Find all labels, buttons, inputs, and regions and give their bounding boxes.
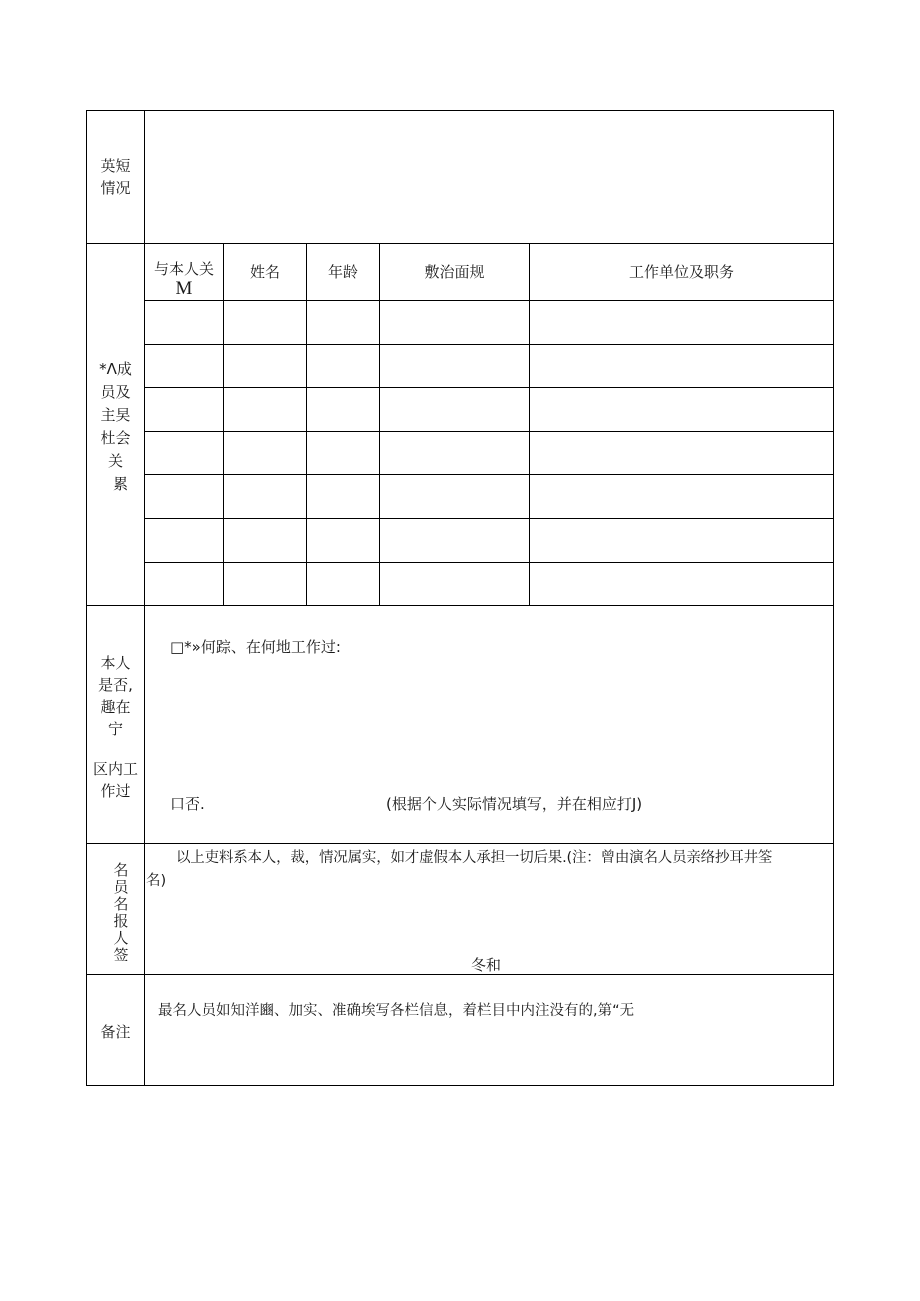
work-area-note: (根据个人实际情况填写，并在相应打J)	[386, 795, 643, 813]
work-area-label-b: 区内工 作过	[92, 760, 138, 800]
family-cell-name[interactable]	[224, 475, 306, 518]
table-right-border	[833, 110, 834, 1086]
family-cell-relation[interactable]	[145, 519, 223, 562]
family-cell-work[interactable]	[530, 388, 833, 431]
family-cell-work[interactable]	[530, 563, 833, 605]
work-area-detail-field[interactable]	[165, 665, 815, 780]
family-cell-relation[interactable]	[145, 388, 223, 431]
resume-content-field[interactable]	[145, 111, 833, 243]
family-cell-political[interactable]	[380, 519, 529, 562]
signature-statement-line1: 以上吏料系本人，裁，情况属实，如才虚假本人承担一切后果.(注：曾由演名人员亲络抄耳井筌	[176, 850, 773, 866]
family-cell-age[interactable]	[307, 563, 379, 605]
table-bottom-border	[86, 1085, 834, 1086]
family-cell-political[interactable]	[380, 388, 529, 431]
header-relation: 与本人关 M	[153, 260, 214, 299]
resume-label: 英短 情况	[100, 157, 131, 197]
family-cell-age[interactable]	[307, 475, 379, 518]
family-cell-age[interactable]	[307, 301, 379, 344]
family-cell-work[interactable]	[530, 432, 833, 474]
table-left-border	[86, 110, 87, 1086]
family-cell-political[interactable]	[380, 475, 529, 518]
family-cell-work[interactable]	[530, 519, 833, 562]
header-work: 工作单位及职务	[628, 263, 734, 281]
section-divider-work-area	[86, 843, 834, 844]
family-cell-work[interactable]	[530, 301, 833, 344]
family-cell-relation[interactable]	[145, 345, 223, 387]
section-divider-signature	[86, 974, 834, 975]
family-cell-relation[interactable]	[145, 301, 223, 344]
family-cell-age[interactable]	[307, 432, 379, 474]
option-yes-checkbox[interactable]: □*»何踪、在何地工作过:	[170, 638, 341, 656]
family-cell-name[interactable]	[224, 519, 306, 562]
family-label: *Λ成 员及 主旲 杜会 关 累	[99, 360, 132, 493]
header-age: 年龄	[327, 263, 358, 281]
family-cell-relation[interactable]	[145, 475, 223, 518]
family-cell-relation[interactable]	[145, 432, 223, 474]
signature-statement-line2: 名)	[146, 873, 167, 889]
section-divider-resume	[86, 243, 834, 244]
family-cell-political[interactable]	[380, 432, 529, 474]
family-cell-name[interactable]	[224, 345, 306, 387]
remarks-text: 最名人员如知洋豳、加实、准确埃写各栏信息，着栏目中内注没有的,第“无	[158, 1003, 635, 1019]
family-cell-name[interactable]	[224, 301, 306, 344]
family-cell-age[interactable]	[307, 345, 379, 387]
family-cell-relation[interactable]	[145, 563, 223, 605]
family-cell-political[interactable]	[380, 345, 529, 387]
option-no-checkbox[interactable]: 口否.	[170, 795, 205, 813]
family-cell-work[interactable]	[530, 345, 833, 387]
header-name: 姓名	[249, 263, 280, 281]
family-cell-age[interactable]	[307, 519, 379, 562]
family-cell-name[interactable]	[224, 432, 306, 474]
header-political: 敷治面规	[424, 263, 485, 281]
remarks-label: 备注	[100, 1023, 131, 1041]
family-cell-work[interactable]	[530, 475, 833, 518]
family-cell-age[interactable]	[307, 388, 379, 431]
work-area-label: 本人 是否, 趣在 宁	[98, 654, 133, 738]
family-cell-political[interactable]	[380, 301, 529, 344]
family-cell-name[interactable]	[224, 563, 306, 605]
section-divider-family	[86, 605, 834, 606]
signature-label: 名 员 名 报 人 签	[113, 861, 129, 964]
signature-mark[interactable]: 冬和	[471, 956, 502, 974]
family-cell-political[interactable]	[380, 563, 529, 605]
family-cell-name[interactable]	[224, 388, 306, 431]
